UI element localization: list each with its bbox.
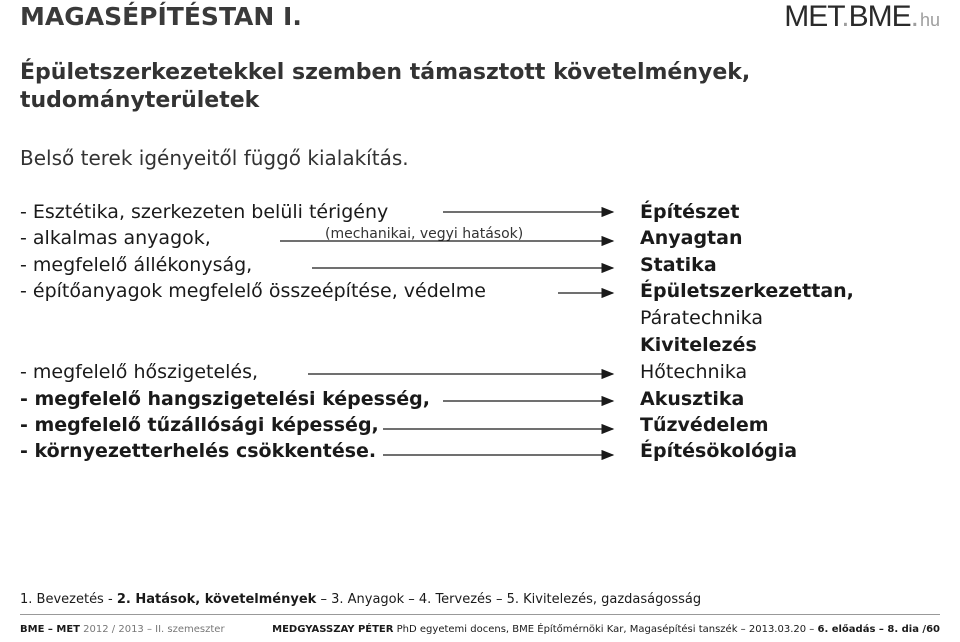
requirement-item: - környezetterhelés csökkentése. — [20, 440, 377, 462]
requirement-item: - építőanyagok megfelelő összeépítése, védelme — [20, 280, 486, 302]
footer-slide-number: 6. előadás – 8. dia /60 — [817, 624, 940, 635]
field-item: Hőtechnika — [640, 361, 748, 383]
footer-divider — [20, 614, 940, 615]
footer-author — [272, 624, 940, 635]
footer-course-term: 2012 / 2013 – II. szemeszter — [83, 624, 225, 635]
footer-author-info: PhD egyetemi docens, BME Építőmérnöki Kar, Magasépítési tanszék – 2013.03.20 – — [396, 624, 815, 635]
footer-course — [20, 624, 225, 635]
nav-items-rest[interactable]: – 3. Anyagok – 4. Tervezés – 5. Kivitelezés, gazdaságosság — [320, 592, 702, 607]
field-item: Épületszerkezettan, — [640, 280, 854, 302]
field-item: Statika — [640, 254, 717, 276]
logo-part-hu: hu — [919, 10, 940, 30]
lecture-navigation — [20, 592, 701, 607]
nav-item-1[interactable]: 1. Bevezetés - — [20, 592, 113, 607]
requirement-item: - Esztétika, szerkezeten belüli térigény — [20, 201, 389, 223]
field-item: Páratechnika — [640, 307, 763, 329]
footer-course-org: BME – MET — [20, 624, 80, 635]
slide-subtitle: Belső terek igényeitől függő kialakítás. — [20, 146, 409, 170]
field-item: Tűzvédelem — [640, 414, 769, 436]
logo-dot: . — [841, 0, 849, 33]
requirement-item: - megfelelő tűzállósági képesség, — [20, 414, 379, 436]
footer-author-name: MEDGYASSZAY PÉTER — [272, 624, 394, 635]
requirement-item: - megfelelő hőszigetelés, — [20, 361, 259, 383]
logo-part-bme: BME — [848, 0, 911, 33]
header-title: MAGASÉPÍTÉSTAN I. — [20, 2, 302, 31]
logo-dot: . — [910, 0, 918, 33]
field-item: Építésökológia — [640, 440, 798, 462]
slide-heading-line2: tudományterületek — [20, 88, 260, 113]
slide-heading-line1: Épületszerkezetekkel szemben támasztott követelmények, — [20, 60, 751, 85]
field-item: Építészet — [640, 201, 740, 223]
field-item: Anyagtan — [640, 227, 743, 249]
field-item: Akusztika — [640, 388, 745, 410]
requirement-item: - alkalmas anyagok, — [20, 227, 211, 249]
field-item: Kivitelezés — [640, 334, 757, 356]
requirement-item: - megfelelő hangszigetelési képesség, — [20, 388, 430, 410]
mechanical-chemical-note: (mechanikai, vegyi hatások) — [325, 226, 524, 242]
requirement-item: - megfelelő állékonyság, — [20, 254, 253, 276]
logo-part-met: MET — [784, 0, 842, 33]
nav-item-2-current[interactable]: 2. Hatások, követelmények — [116, 592, 317, 607]
